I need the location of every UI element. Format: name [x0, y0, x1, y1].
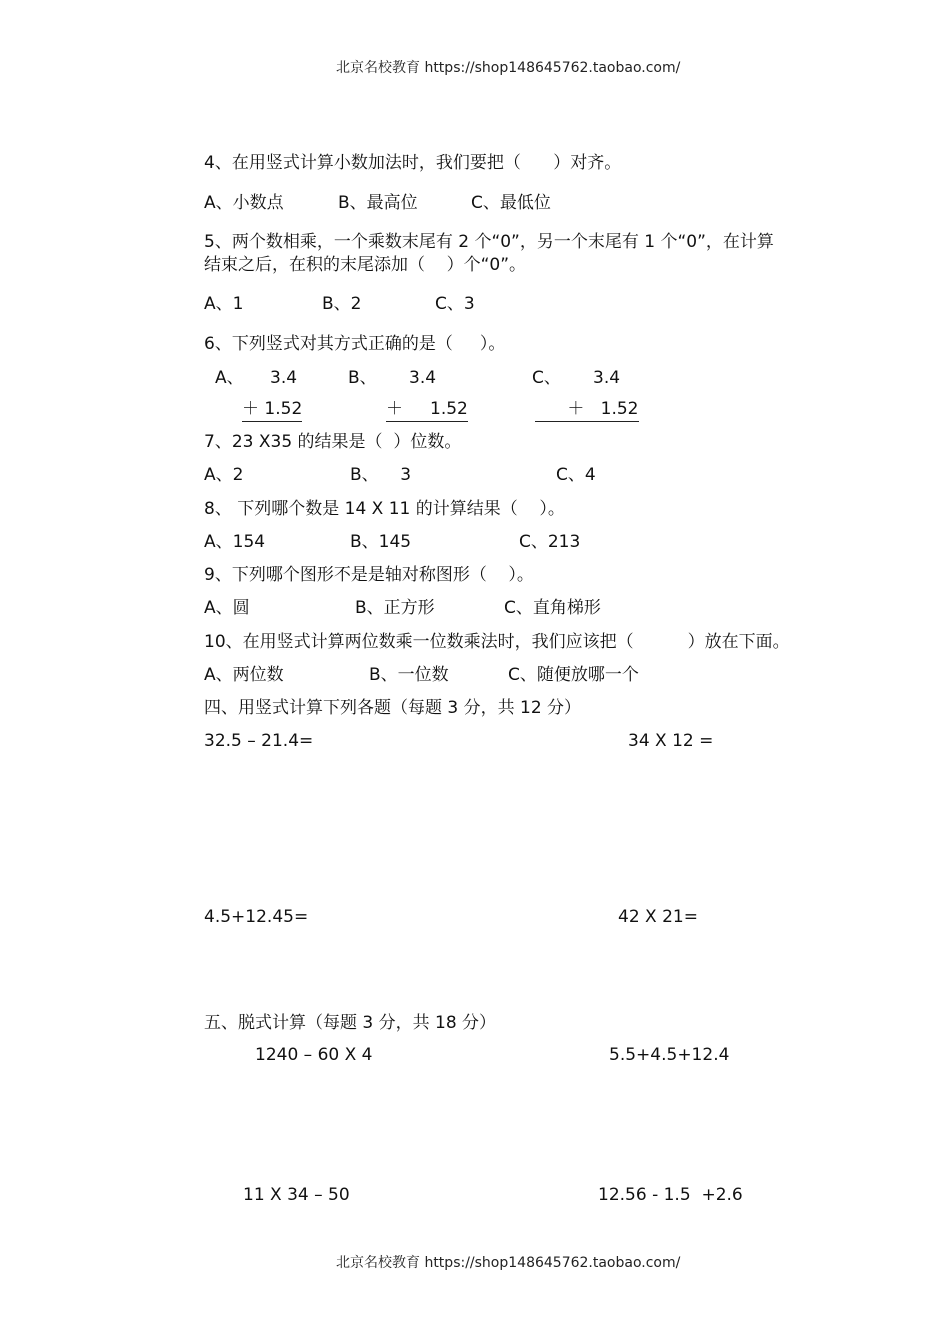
q6-option-a-label: A、 [215, 368, 244, 388]
q10-option-c: C、随便放哪一个 [508, 665, 639, 685]
q7-option-c: C、4 [556, 465, 596, 485]
q10-option-b: B、一位数 [369, 665, 449, 685]
q9-option-a: A、圆 [204, 598, 250, 618]
q6-option-a-top: 3.4 [270, 368, 298, 388]
q5-option-a: A、1 [204, 294, 244, 314]
q4-option-b: B、最高位 [338, 193, 418, 213]
section-4-problem-3: 4.5+12.45= [204, 907, 309, 927]
q9-option-c: C、直角梯形 [504, 598, 601, 618]
q9-option-b: B、正方形 [355, 598, 435, 618]
page-footer: 北京名校教育 https://shop148645762.taobao.com/ [336, 1255, 681, 1271]
question-9-stem: 9、下列哪个图形不是是轴对称图形（ ）。 [204, 565, 534, 585]
question-4-stem: 4、在用竖式计算小数加法时，我们要把（ ）对齐。 [204, 153, 622, 173]
section-4-problem-2: 34 X 12 = [628, 731, 714, 751]
q8-option-c: C、213 [519, 532, 581, 552]
section-5-problem-3: 11 X 34 – 50 [243, 1185, 350, 1205]
q6-option-c-bottom: ＋ 1.52 [535, 398, 639, 422]
q6-option-c-top: 3.4 [593, 368, 621, 388]
q8-option-b: B、145 [350, 532, 412, 552]
q7-option-a: A、2 [204, 465, 244, 485]
section-4-title: 四、用竖式计算下列各题（每题 3 分，共 12 分） [204, 698, 582, 718]
section-4-problem-4: 42 X 21= [618, 907, 698, 927]
question-5-stem-line1: 5、两个数相乘，一个乘数末尾有 2 个“0”，另一个末尾有 1 个“0”，在计算 [204, 232, 774, 252]
section-5-problem-2: 5.5+4.5+12.4 [609, 1045, 730, 1065]
q4-option-a: A、小数点 [204, 193, 284, 213]
q8-option-a: A、154 [204, 532, 266, 552]
question-5-stem-line2: 结束之后，在积的末尾添加（ ）个“0”。 [204, 255, 527, 275]
page-header: 北京名校教育 https://shop148645762.taobao.com/ [336, 60, 681, 76]
question-7-stem: 7、23 X35 的结果是（ ）位数。 [204, 432, 462, 452]
section-5-problem-4: 12.56 - 1.5 +2.6 [598, 1185, 743, 1205]
question-10-stem: 10、在用竖式计算两位数乘一位数乘法时，我们应该把（ ）放在下面。 [204, 632, 790, 652]
question-8-stem: 8、 下列哪个数是 14 X 11 的计算结果（ ）。 [204, 499, 565, 519]
q5-option-c: C、3 [435, 294, 475, 314]
q5-option-b: B、2 [322, 294, 362, 314]
section-5-title: 五、脱式计算（每题 3 分，共 18 分） [204, 1013, 497, 1033]
q10-option-a: A、两位数 [204, 665, 284, 685]
question-6-stem: 6、下列竖式对其方式正确的是（ ）。 [204, 334, 506, 354]
q6-option-a-bottom: ＋ 1.52 [242, 398, 302, 422]
q6-option-b-label: B、 [348, 368, 377, 388]
section-4-problem-1: 32.5 – 21.4= [204, 731, 314, 751]
q6-option-b-bottom: ＋ 1.52 [386, 398, 468, 422]
section-5-problem-1: 1240 – 60 X 4 [255, 1045, 373, 1065]
q6-option-c-label: C、 [532, 368, 561, 388]
q7-option-b: B、 3 [350, 465, 412, 485]
q4-option-c: C、最低位 [471, 193, 551, 213]
q6-option-b-top: 3.4 [409, 368, 437, 388]
